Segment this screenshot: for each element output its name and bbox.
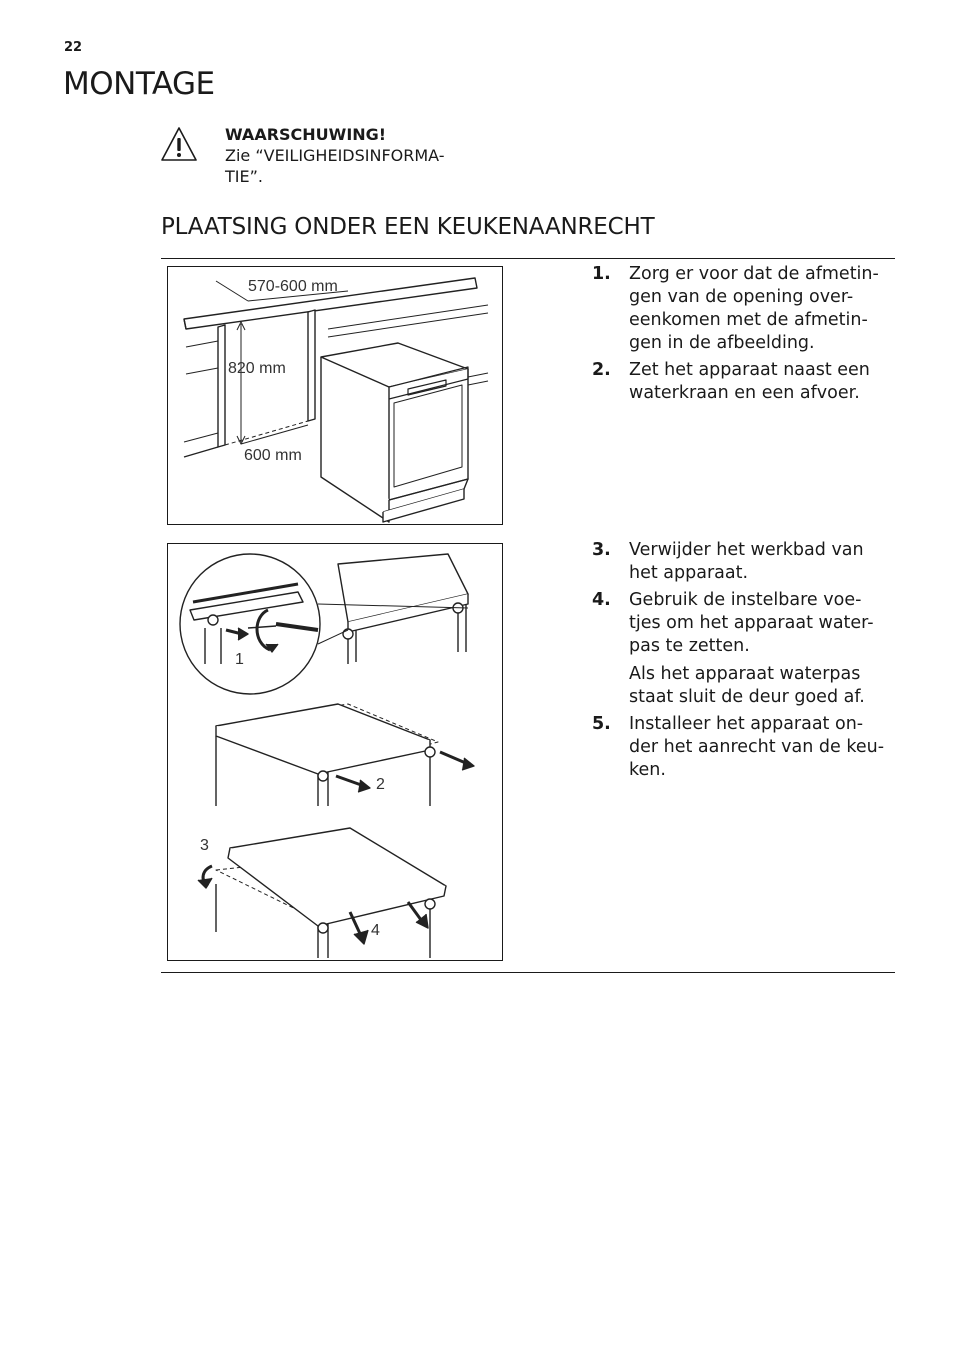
step-text: Verwijder het werkbad van het apparaat.: [629, 540, 864, 583]
step-text: Installeer het apparaat on-der het aanrecht van de keu-ken.: [629, 714, 885, 780]
step-number: 4.: [592, 590, 611, 610]
page-title: MONTAGE: [63, 66, 215, 102]
levelling-drawing: [168, 544, 504, 962]
warning-box: [157, 123, 497, 195]
step-text: Gebruik de instelbare voe-tjes om het apparaat water-pas te zetten.: [629, 590, 874, 656]
step-text: Zorg er voor dat de afmetin-gen van de opening over-eenkomen met de afmetin-gen in de afbeelding.: [629, 264, 879, 353]
figure-step-4-label: 4: [371, 922, 380, 939]
section-bottom-divider: [161, 972, 895, 973]
page-number: 22: [64, 40, 83, 55]
step-note: Als het apparaat waterpas staat sluit de deur goed af.: [629, 664, 865, 707]
step-item: [592, 359, 892, 405]
step-number: 2.: [592, 360, 611, 380]
width-dimension-label: 570-600 mm: [248, 278, 338, 295]
step-item: [592, 263, 892, 355]
niche-dimensions-drawing: [168, 267, 504, 526]
step-item: [592, 539, 892, 585]
warning-line-2: TIE”.: [225, 167, 263, 186]
step-number: 3.: [592, 540, 611, 560]
steps-list-part-1: [592, 263, 892, 409]
step-item: [592, 589, 892, 709]
step-number: 1.: [592, 264, 611, 284]
section-title: PLAATSING ONDER EEN KEUKENAANRECHT: [161, 214, 655, 240]
warning-title: WAARSCHUWING!: [225, 125, 387, 144]
step-text: Zet het apparaat naast een waterkraan en een afvoer.: [629, 360, 870, 403]
section-top-divider: [161, 258, 895, 259]
warning-text: [225, 124, 445, 187]
figure-step-3-label: 3: [200, 837, 209, 854]
figure-step-2-label: 2: [376, 776, 385, 793]
warning-line-1: Zie “VEILIGHEIDSINFORMA-: [225, 146, 445, 165]
figure-step-1-label: 1: [235, 651, 244, 668]
niche-dimensions-figure: [167, 266, 503, 525]
step-item: [592, 713, 892, 782]
depth-dimension-label: 600 mm: [244, 447, 302, 464]
levelling-figure: [167, 543, 503, 961]
warning-triangle-icon: [159, 125, 199, 163]
steps-list-part-2: [592, 539, 892, 786]
step-number: 5.: [592, 714, 611, 734]
height-dimension-label: 820 mm: [228, 360, 286, 377]
